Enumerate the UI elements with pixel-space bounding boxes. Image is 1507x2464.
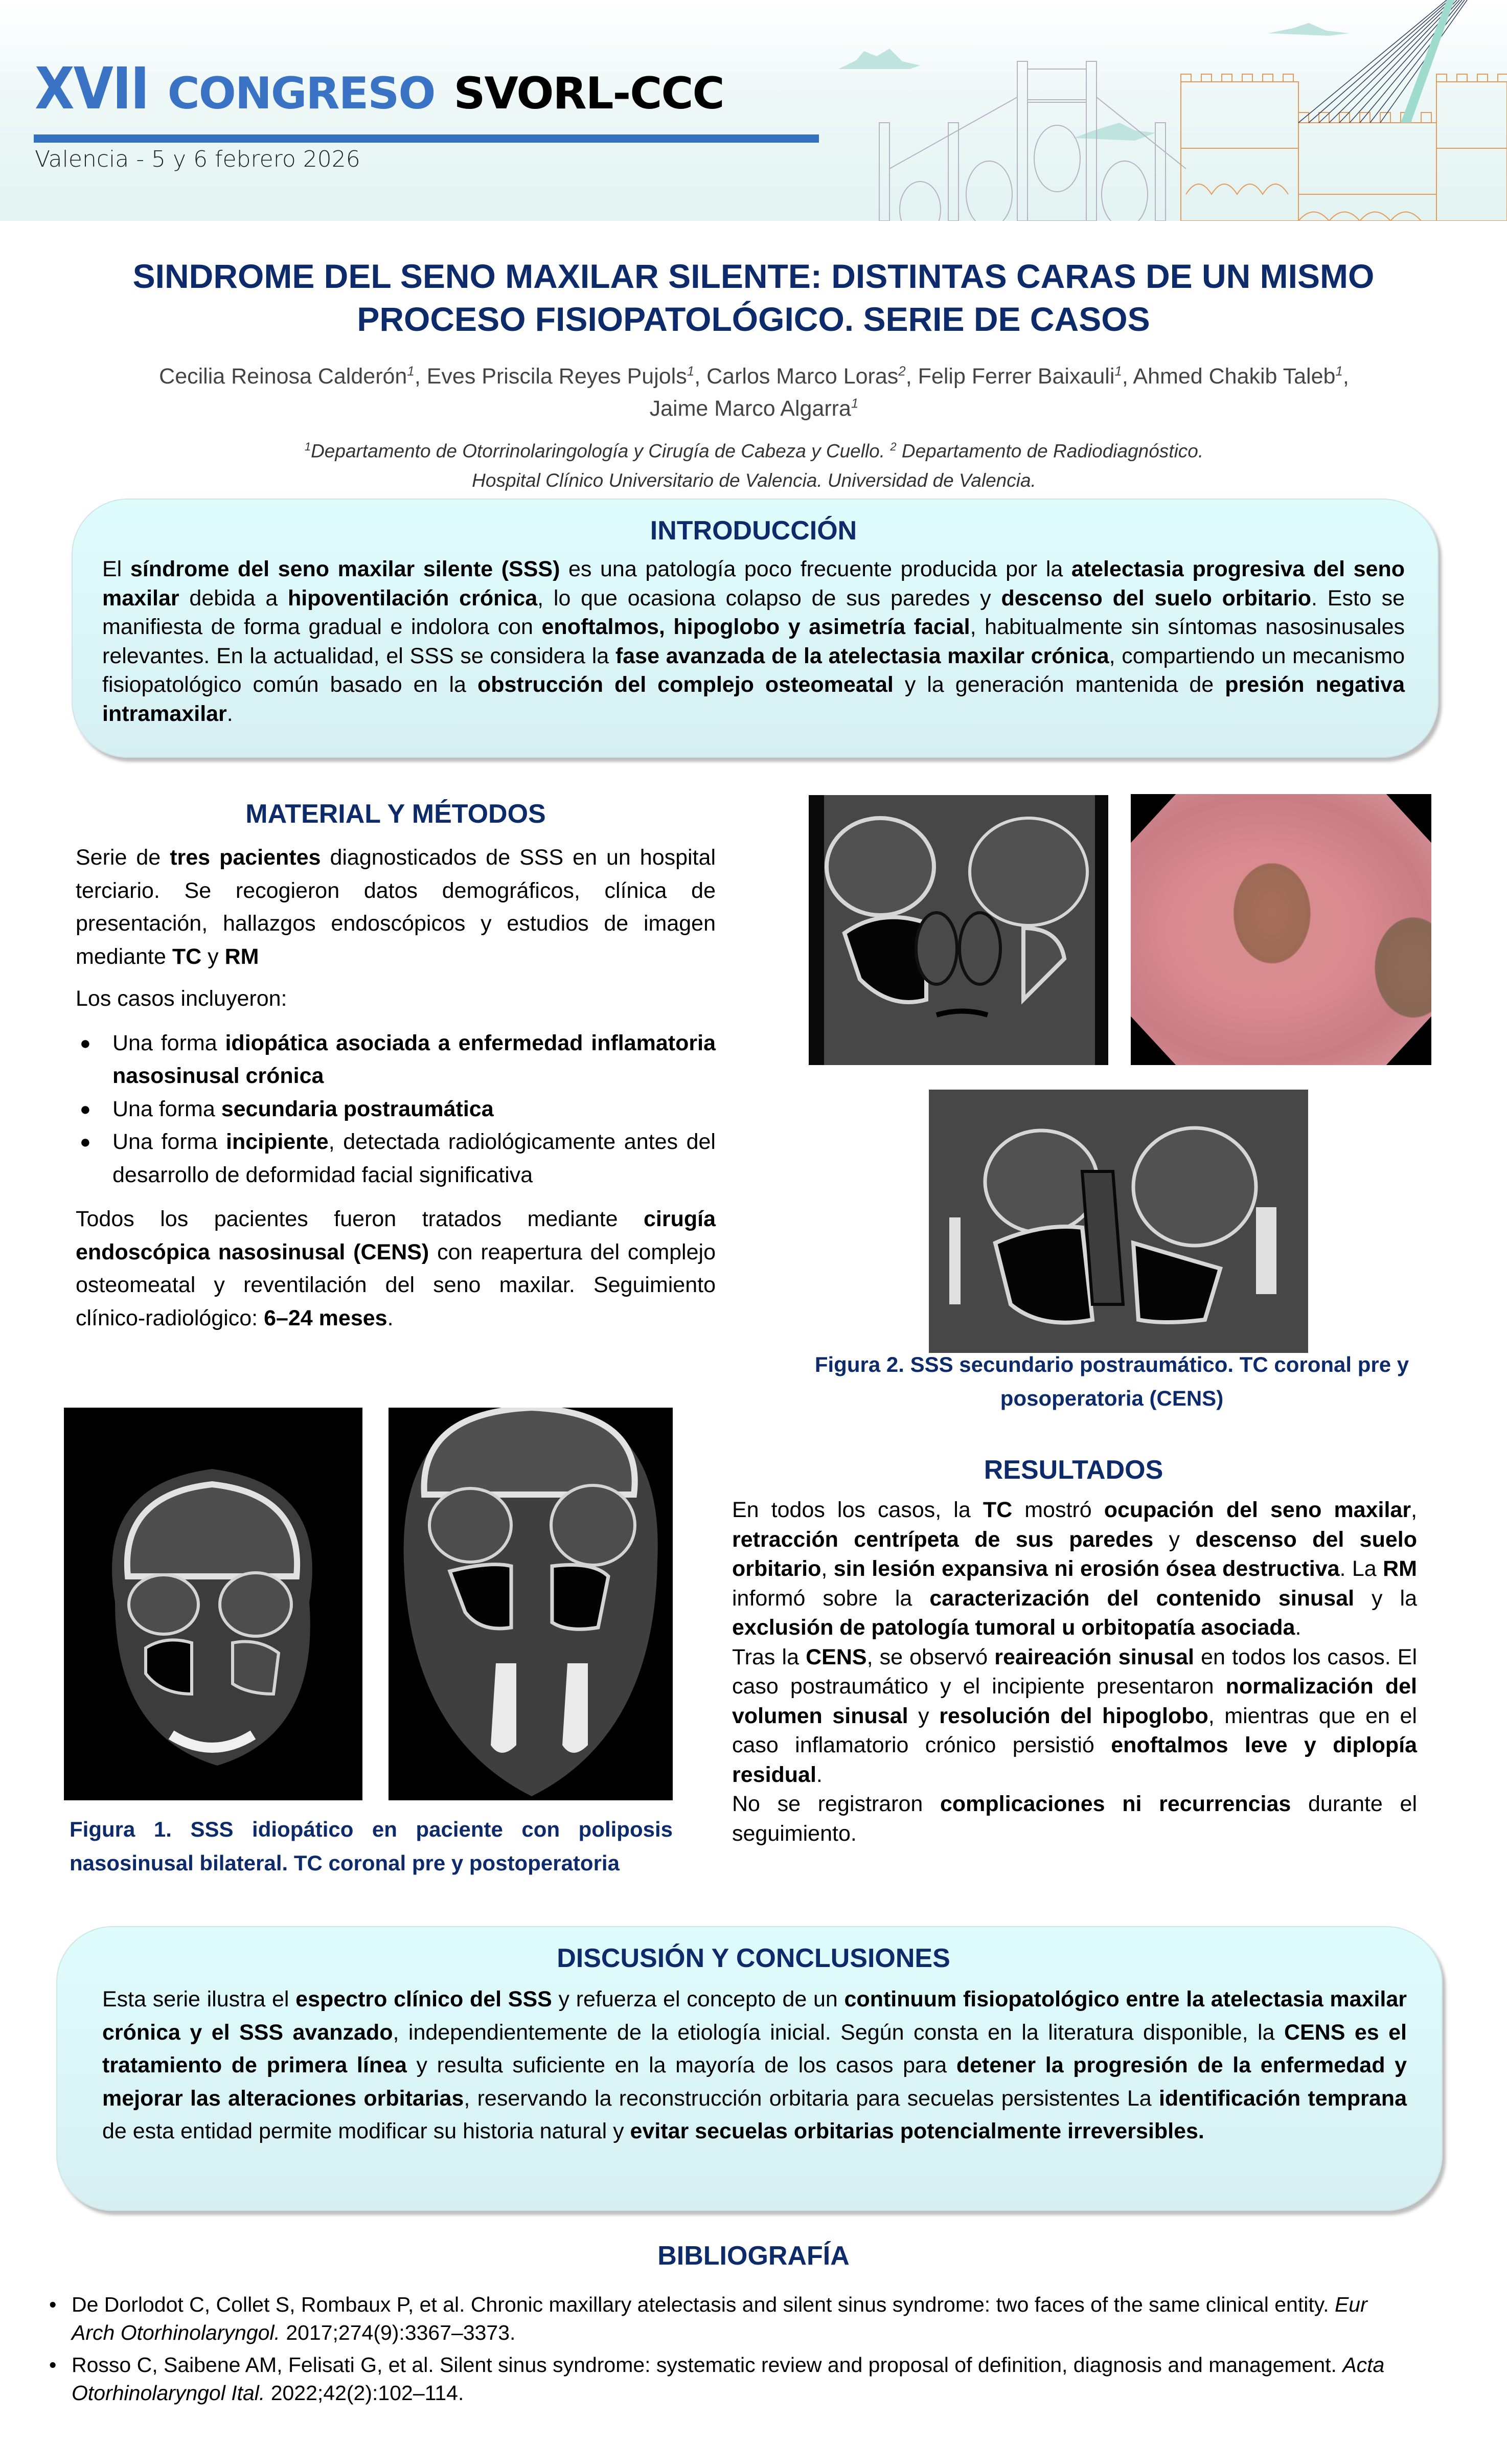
author-affiliation-marker: 1 bbox=[407, 364, 415, 379]
author: Felip Ferrer Baixauli$^1$ bbox=[918, 364, 1122, 389]
ct-scan-icon bbox=[809, 795, 1108, 1065]
intro-heading: INTRODUCCIÓN bbox=[650, 516, 857, 546]
results-heading: RESULTADOS bbox=[984, 1455, 1163, 1485]
emphasis-text: resolución del hipoglobo bbox=[939, 1703, 1208, 1728]
ct-scan-icon bbox=[389, 1408, 673, 1800]
emphasis-text: presión negativa intramaxilar bbox=[102, 672, 1405, 726]
body-text-run: , bbox=[821, 1556, 834, 1581]
results-paragraph-2 bbox=[732, 1643, 1417, 1790]
body-text-run: , detectada radiológicamente antes del desarrollo de deformidad facial significativa bbox=[112, 1129, 716, 1187]
body-text-run: y resulta suficiente en la mayoría de los casos para bbox=[406, 2053, 956, 2077]
bullet-icon: ● bbox=[80, 1098, 91, 1119]
emphasis-text: espectro clínico del SSS bbox=[295, 1987, 552, 2011]
affiliation-line-1 bbox=[66, 432, 1442, 466]
congress-edition: XVII bbox=[35, 56, 149, 122]
congress-banner bbox=[0, 0, 1507, 221]
body-text-run: , se observó bbox=[866, 1644, 995, 1669]
body-text-run: No se registraron bbox=[732, 1792, 940, 1816]
emphasis-text: cirugía endoscópica nasosinusal (CENS) bbox=[76, 1207, 716, 1264]
emphasis-text: reaireación sinusal bbox=[994, 1644, 1194, 1669]
emphasis-text: RM bbox=[1383, 1556, 1417, 1581]
emphasis-text: detener la progresión de la enfermedad y mejorar las alteraciones orbitarias bbox=[102, 2053, 1407, 2111]
body-text-run: . bbox=[1295, 1615, 1302, 1640]
banner-divider bbox=[34, 134, 819, 143]
emphasis-text: identificación temprana bbox=[1158, 2086, 1407, 2111]
emphasis-text: normalización del volumen sinusal bbox=[732, 1674, 1418, 1728]
reference-journal: Eur Arch Otorhinolaryngol. bbox=[72, 2293, 1367, 2344]
body-text-run: con reapertura del complejo osteomeatal y reventilación del seno maxilar. Seguimiento clínico-radiológico: bbox=[76, 1239, 716, 1330]
emphasis-text: retracción centrípeta de sus paredes bbox=[732, 1527, 1154, 1552]
emphasis-text: obstrucción del complejo osteomeatal bbox=[477, 672, 894, 697]
body-text-run: y la generación mantenida de bbox=[893, 672, 1225, 697]
body-text-run: Una forma bbox=[112, 1096, 221, 1121]
discussion-heading: DISCUSIÓN Y CONCLUSIONES bbox=[557, 1943, 950, 1973]
body-text-run: durante el seguimiento. bbox=[732, 1792, 1417, 1846]
body-text-run: Esta serie ilustra el bbox=[102, 1987, 296, 2011]
author-list: Cecilia Reinosa Calderón$^1$, Eves Priscila Reyes Pujols$^1$, Carlos Marco Loras$^2$, Felip Ferrer Baixauli$^1$, Ahmed Chakib Taleb$^1$, Jaime Marco Algarra$^1$ bbox=[159, 364, 1349, 421]
body-text-run: En todos los casos, la bbox=[732, 1498, 983, 1522]
emphasis-text: idiopática asociada a enfermedad inflamatoria nasosinusal crónica bbox=[112, 1030, 716, 1088]
case-list-item bbox=[76, 1027, 716, 1093]
poster-title bbox=[51, 255, 1456, 341]
institution: Hospital Clínico Universitario de Valencia. Universidad de Valencia. bbox=[472, 470, 1036, 491]
body-text-run: , lo que ocasiona colapso de sus paredes y bbox=[537, 585, 1001, 611]
author-affiliation-marker: 1 bbox=[1335, 364, 1343, 379]
intro-text bbox=[102, 555, 1405, 728]
author-affiliation-marker: 1 bbox=[1114, 364, 1122, 379]
methods-paragraph-2: Los casos incluyeron: bbox=[76, 986, 287, 1011]
emphasis-text: enoftalmos leve y diplopía residual bbox=[732, 1733, 1417, 1787]
results-paragraph-3 bbox=[732, 1790, 1417, 1848]
poster-title-line-1: SINDROME DEL SENO MAXILAR SILENTE: DISTINTAS CARAS DE UN MISMO bbox=[132, 257, 1375, 295]
reference-citation: Rosso C, Saibene AM, Felisati G, et al. Silent sinus syndrome: systematic review and proposal of definition, diagnosis and management. bbox=[72, 2353, 1343, 2377]
methods-heading: MATERIAL Y MÉTODOS bbox=[245, 799, 546, 829]
emphasis-text: complicaciones ni recurrencias bbox=[940, 1792, 1291, 1816]
body-text-run: El bbox=[102, 557, 130, 581]
affiliations bbox=[66, 432, 1442, 495]
emphasis-text: CENS bbox=[806, 1644, 867, 1669]
bullet-icon: • bbox=[49, 2353, 57, 2377]
emphasis-text: TC bbox=[172, 944, 202, 969]
body-text-run: Una forma bbox=[112, 1129, 226, 1154]
valencia-skyline-illustration bbox=[767, 0, 1507, 221]
emphasis-text: exclusión de patología tumoral u orbitopatía asociada bbox=[732, 1615, 1295, 1640]
author: Jaime Marco Algarra$^1$ bbox=[649, 395, 859, 421]
author: Ahmed Chakib Taleb$^1$ bbox=[1133, 364, 1343, 389]
emphasis-text: sin lesión expansiva ni erosión ósea destructiva bbox=[833, 1556, 1340, 1581]
emphasis-text: descenso del suelo orbitario bbox=[1001, 585, 1312, 611]
body-text-run: y la bbox=[1354, 1586, 1417, 1611]
endoscopic-image bbox=[1131, 794, 1431, 1065]
body-text-run: debida a bbox=[179, 585, 288, 611]
body-text-run: , habitualmente sin síntomas nasosinusales relevantes. En la actualidad, el SSS se considera la bbox=[102, 615, 1405, 668]
body-text-run: mostró bbox=[1012, 1498, 1104, 1522]
reference-citation: De Dorlodot C, Collet S, Rombaux P, et al. Chronic maxillary atelectasis and silent sinus syndrome: two faces of the same clinical entity. bbox=[72, 2293, 1335, 2316]
reference-item bbox=[49, 2291, 1411, 2347]
body-text-run: , compartiendo un mecanismo fisiopatológico común basado en la bbox=[102, 643, 1405, 697]
author-affiliation-marker: 1 bbox=[687, 364, 695, 379]
body-text-run: , mientras que en el caso inflamatorio crónico persistió bbox=[732, 1703, 1417, 1757]
body-text-run: . bbox=[387, 1305, 394, 1330]
bibliography-heading: BIBLIOGRAFÍA bbox=[657, 2241, 850, 2271]
body-text-run: y bbox=[908, 1703, 940, 1728]
affiliation-2-marker: 2 bbox=[890, 440, 897, 453]
author: Cecilia Reinosa Calderón$^1$ bbox=[159, 364, 415, 389]
affiliation-1-marker: 1 bbox=[304, 440, 311, 453]
emphasis-text: CENS es el tratamiento de primera línea bbox=[102, 2020, 1407, 2077]
body-text-run: Todos los pacientes fueron tratados mediante bbox=[76, 1207, 644, 1231]
emphasis-text: fase avanzada de la atelectasia maxilar crónica bbox=[615, 643, 1109, 668]
congress-organization: SVORL-CCC bbox=[453, 68, 724, 119]
body-text-run: diagnosticados de SSS en un hospital terciario. Se recogieron datos demográficos, clínica de presentación, hallazgos endoscópicos y estudios de imagen mediante bbox=[76, 845, 716, 969]
figure-1-ct-postop bbox=[389, 1408, 673, 1800]
figure-2-ct-postop bbox=[929, 1090, 1308, 1353]
poster-title-line-2: PROCESO FISIOPATOLÓGICO. SERIE DE CASOS bbox=[357, 300, 1150, 338]
bullet-icon: • bbox=[49, 2293, 57, 2316]
bullet-icon: ● bbox=[80, 1032, 91, 1053]
body-text-run: y refuerza el concepto de un bbox=[552, 1987, 844, 2011]
case-list-item bbox=[76, 1093, 716, 1126]
figure-2-endoscopy bbox=[1131, 794, 1431, 1065]
body-text-run: Una forma bbox=[112, 1030, 225, 1055]
figure-2-caption: Figura 2. SSS secundario postraumático. TC coronal pre y posoperatoria (CENS) bbox=[814, 1352, 1409, 1410]
congress-name bbox=[35, 56, 724, 122]
ct-scan-icon bbox=[929, 1090, 1308, 1353]
reference-details: 2022;42(2):102–114. bbox=[265, 2381, 464, 2405]
body-text-run: Serie de bbox=[76, 845, 170, 870]
results-paragraph-1 bbox=[732, 1496, 1417, 1643]
emphasis-text: TC bbox=[983, 1498, 1013, 1522]
emphasis-text: continuum fisiopatológico entre la atelectasia maxilar crónica y el SSS avanzado bbox=[102, 1987, 1407, 2045]
body-text-run: . La bbox=[1339, 1556, 1383, 1581]
author: Carlos Marco Loras$^2$ bbox=[706, 364, 906, 389]
congress-word: CONGRESO bbox=[167, 68, 435, 119]
emphasis-text: evitar secuelas orbitarias potencialmente irreversibles. bbox=[630, 2119, 1204, 2143]
emphasis-text: atelectasia progresiva del seno maxilar bbox=[102, 557, 1405, 611]
body-text-run: . bbox=[816, 1762, 823, 1787]
methods-paragraph-3 bbox=[76, 1203, 716, 1335]
case-list-item bbox=[76, 1125, 716, 1191]
methods-case-list bbox=[76, 1027, 716, 1192]
emphasis-text: descenso del suelo orbitario bbox=[732, 1527, 1417, 1581]
results-body bbox=[732, 1496, 1417, 1848]
emphasis-text: ocupación del seno maxilar bbox=[1104, 1498, 1411, 1522]
emphasis-text: 6–24 meses bbox=[264, 1305, 387, 1330]
body-text-run: . Esto se manifiesta de forma gradual e indolora con bbox=[102, 585, 1405, 639]
body-text-run: y bbox=[201, 944, 225, 969]
emphasis-text: tres pacientes bbox=[170, 845, 321, 870]
body-text-run: de esta entidad permite modificar su historia natural y bbox=[102, 2119, 630, 2143]
body-text-run: y bbox=[1153, 1527, 1196, 1552]
reference-journal: Acta Otorhinolaryngol Ital. bbox=[72, 2353, 1385, 2405]
body-text-run: , reservando la reconstrucción orbitaria para secuelas persistentes La bbox=[464, 2086, 1159, 2111]
figure-1-ct-preop bbox=[64, 1408, 362, 1800]
affiliation-2: Departamento de Radiodiagnóstico. bbox=[901, 440, 1204, 462]
body-text-run: es una patología poco frecuente producida por la bbox=[560, 557, 1071, 581]
figure-2-ct-preop bbox=[809, 795, 1108, 1065]
bullet-icon: ● bbox=[80, 1131, 91, 1152]
figure-1-caption: Figura 1. SSS idiopático en paciente con poliposis nasosinusal bilateral. TC coronal pre y postoperatoria bbox=[70, 1817, 673, 1875]
body-text-run: , independientemente de la etiología inicial. Según consta en la literatura disponible, la bbox=[393, 2020, 1284, 2045]
methods-paragraph-1 bbox=[76, 841, 716, 973]
emphasis-text: RM bbox=[224, 944, 259, 969]
congress-date-location: Valencia - 5 y 6 febrero 2026 bbox=[35, 146, 360, 172]
bibliography-list bbox=[49, 2291, 1411, 2411]
body-text-run: en todos los casos. El caso postraumático y el incipiente presentaron bbox=[732, 1644, 1418, 1699]
body-text-run: Tras la bbox=[732, 1644, 806, 1669]
affiliation-1: Departamento de Otorrinolaringología y Cirugía de Cabeza y Cuello. bbox=[311, 440, 885, 462]
emphasis-text: hipoventilación crónica bbox=[288, 585, 538, 611]
reference-item bbox=[49, 2351, 1411, 2407]
body-text-run: informó sobre la bbox=[732, 1586, 930, 1611]
reference-details: 2017;274(9):3367–3373. bbox=[280, 2321, 516, 2344]
ct-scan-icon bbox=[64, 1408, 362, 1800]
emphasis-text: enoftalmos, hipoglobo y asimetría facial bbox=[541, 615, 970, 639]
author: Eves Priscila Reyes Pujols$^1$ bbox=[426, 364, 695, 389]
author-affiliation-marker: 2 bbox=[898, 364, 906, 379]
emphasis-text: secundaria postraumática bbox=[221, 1096, 494, 1121]
methods-body bbox=[76, 841, 716, 1335]
emphasis-text: síndrome del seno maxilar silente (SSS) bbox=[130, 557, 560, 581]
author-affiliation-marker: 1 bbox=[851, 395, 859, 411]
emphasis-text: caracterización del contenido sinusal bbox=[929, 1586, 1355, 1611]
emphasis-text: incipiente bbox=[226, 1129, 329, 1154]
body-text-run: . bbox=[226, 701, 233, 726]
body-text-run: , bbox=[1411, 1498, 1418, 1522]
discussion-text bbox=[102, 1983, 1407, 2148]
